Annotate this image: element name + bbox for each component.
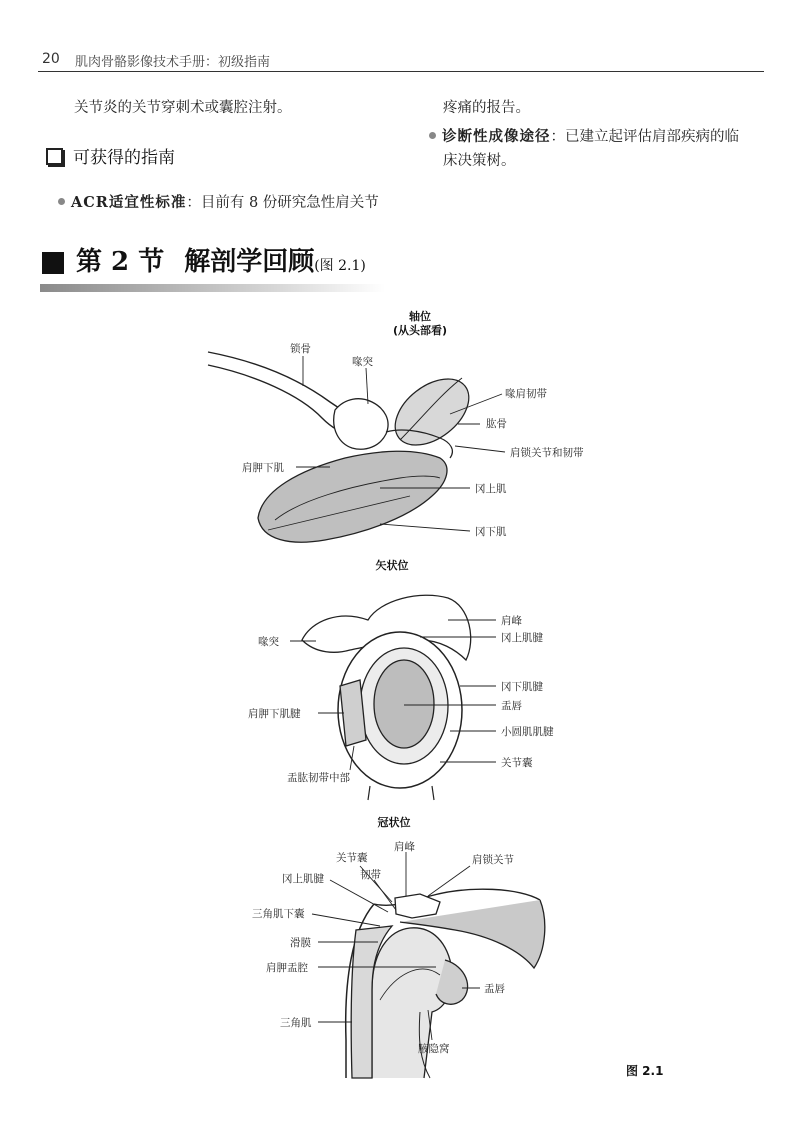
label-cor-ligament: 韧带 xyxy=(360,869,381,881)
axial-humeral-head xyxy=(383,366,481,459)
bullet-pathway-text-1: ：已建立起评估肩部疾病的临 xyxy=(550,129,739,145)
coronal-humerus xyxy=(372,928,452,1078)
label-sag-supraspinatus-tendon: 冈上肌腱 xyxy=(501,632,543,644)
left-continued-text: 关节炎的关节穿刺术或囊腔注射。 xyxy=(74,100,292,116)
label-cor-ac-joint: 肩锁关节 xyxy=(472,854,514,866)
label-cor-deltoid: 三角肌 xyxy=(280,1017,312,1029)
running-header: 肌肉骨骼影像技术手册：初级指南 xyxy=(75,55,271,70)
leader-axial-infra xyxy=(380,524,470,531)
sagittal-title: 矢状位 xyxy=(375,559,409,572)
label-axial-coracoacromial-ligament: 喙肩韧带 xyxy=(505,388,547,400)
sagittal-shaft-l xyxy=(368,786,370,800)
label-cor-joint-capsule: 关节囊 xyxy=(336,852,368,864)
sagittal-glenoid xyxy=(374,660,434,748)
axial-scapula xyxy=(258,451,447,542)
bullet-acr-label: ACR适宜性标准 xyxy=(71,194,187,211)
bullet-acr-text: ：目前有 8 份研究急性肩关节 xyxy=(186,195,379,211)
label-axial-humerus: 肱骨 xyxy=(486,418,507,430)
label-axial-supraspinatus: 冈上肌 xyxy=(475,483,507,495)
label-sag-mid-ghl: 盂肱韧带中部 xyxy=(287,772,350,784)
label-axial-clavicle: 锁骨 xyxy=(290,343,311,355)
label-axial-coracoid: 喙突 xyxy=(352,356,373,368)
label-sag-coracoid: 喙突 xyxy=(258,636,279,648)
label-cor-labrum: 盂唇 xyxy=(484,983,505,995)
leader-cor-bursa xyxy=(312,914,380,926)
label-sag-teres-minor-tendon: 小圆肌肌腱 xyxy=(501,726,554,738)
axial-subtitle: (从头部看) xyxy=(392,324,448,337)
sagittal-shaft-r xyxy=(432,786,434,800)
bullet-pathway-label: 诊断性成像途径 xyxy=(442,128,551,145)
axial-coracoid xyxy=(334,399,388,450)
label-axial-ac-joint: 肩锁关节和韧带 xyxy=(510,447,584,459)
figure-caption: 图 2.1 xyxy=(626,1064,664,1078)
subheading-text: 可获得的指南 xyxy=(73,148,175,168)
section-fig-ref: (图 2.1) xyxy=(314,258,366,274)
section-number: 第 2 节 xyxy=(76,247,165,277)
axial-title: 轴位 xyxy=(409,310,431,323)
label-sag-infraspinatus-tendon: 冈下肌腱 xyxy=(501,681,543,693)
label-cor-acromion: 肩峰 xyxy=(394,841,415,853)
label-sag-acromion: 肩峰 xyxy=(501,615,522,627)
page-number: 20 xyxy=(42,51,60,67)
bullet-pathway-text-2: 床决策树。 xyxy=(443,153,516,169)
leader-axial-ac xyxy=(455,446,505,452)
label-sag-subscapularis-tendon: 肩胛下肌腱 xyxy=(248,708,301,720)
leader-cor-supra-tendon xyxy=(330,880,388,912)
section-title: 解剖学回顾 xyxy=(184,247,315,277)
coronal-title: 冠状位 xyxy=(377,816,411,829)
label-axial-infraspinatus: 冈下肌 xyxy=(475,526,507,538)
leader-axial-coracoid xyxy=(366,368,368,404)
label-cor-glenoid-fossa: 肩胛盂腔 xyxy=(266,962,308,974)
coronal-acromion xyxy=(395,894,440,918)
label-cor-supraspinatus-tendon: 冈上肌腱 xyxy=(282,873,324,885)
label-sag-joint-capsule: 关节囊 xyxy=(501,757,533,769)
label-cor-subdeltoid-bursa: 三角肌下囊 xyxy=(252,908,305,920)
label-cor-axillary-recess: 腋隐窝 xyxy=(418,1043,450,1055)
label-sag-labrum: 盂唇 xyxy=(501,700,522,712)
right-continued-text: 疼痛的报告。 xyxy=(443,100,530,116)
label-axial-subscapularis: 肩胛下肌 xyxy=(242,462,284,474)
label-cor-synovium: 滑膜 xyxy=(290,937,311,949)
